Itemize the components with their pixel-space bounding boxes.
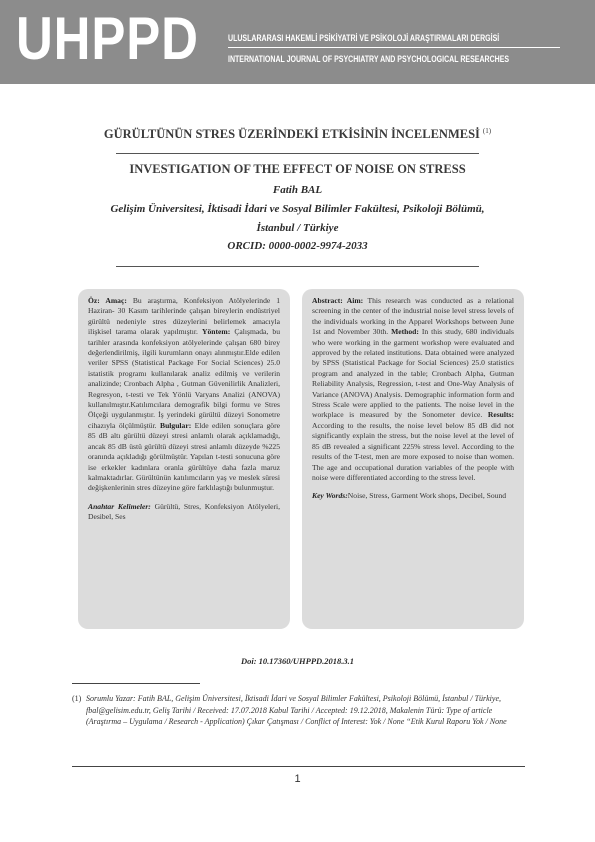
abstract-en-results: According to the results, the noise level below 85 dB did not significantly explain the stress, but the noise level at the level of 85 dB revealed a significant 225% stress level. According to the results of the T-test, men are more exposed to noise than women. The age and occupational duration variables of the people with noise were differentiated according to the stress level. bbox=[312, 420, 514, 482]
author-location: İstanbul / Türkiye bbox=[256, 222, 339, 234]
title-footnote-marker[interactable]: (1) bbox=[482, 127, 492, 135]
author-name: Fatih BAL bbox=[272, 184, 323, 196]
abstract-tr-aim: Bu araştırma, Konfeksiyon Atölyelerinde 1 Haziran- 30 Kasım tarihlerinde çalışan bireylerin endüstriyel gürültü nedeniyle stres düzeylerini belirlemek amacıyla ilişkisel tarama olarak yapılmıştır. bbox=[88, 296, 280, 337]
abstract-en-keywords-text: Noise, Stress, Garment Work shops, Decibel, Sound bbox=[347, 491, 507, 501]
abstract-en-keywords bbox=[312, 491, 514, 501]
footnote-marker: (1) bbox=[72, 694, 82, 703]
abstract-tr-method: Çalışmada, bu tarihler arasında konfeksiyon atölyelerinde çalışan 680 birey değerlendirilmiş, ilgili kurumların onayı alınmıştır.Elde edilen veriler SPSS (Statistical Package For Social Sciences) 25.0 istatistik programı kullanılarak analiz edilmiş ve verilerin analizinde; Cronbach Alpha , Gutman Güvenilirlik Analizleri, Regresyon, t-testi ve Tek Yönlü Varyans Analizi (ANOVA) kullanılmıştır.Katılımcılara demografik bilgi formu ve Stres Ölçeği uygulanmıştır. İş yerindeki gürültü düzeyi Sonometre cihazıyla ölçülmüştür. bbox=[88, 327, 281, 430]
page-number: 1 bbox=[294, 773, 301, 785]
header-divider bbox=[228, 47, 560, 48]
article-title-tr bbox=[0, 127, 595, 142]
abstract-tr-method-label: Yöntem: bbox=[202, 327, 231, 337]
author-affiliation: Gelişim Üniversitesi, İktisadi İdari ve Sosyal Bilimler Fakültesi, Psikoloji Bölümü, bbox=[110, 203, 485, 215]
abstract-tr-aim-label: Öz: Amaç: bbox=[88, 296, 127, 305]
journal-name-tr: ULUSLARARASI HAKEMLİ PSİKİYATRİ VE PSİKOLOJİ ARAŞTIRMALARI DERGİSİ bbox=[228, 33, 500, 43]
journal-logo: UHPPD bbox=[16, 5, 199, 72]
abstract-tr-results-label: Bulgular: bbox=[160, 420, 192, 430]
abstract-en-aim-label: Abstract: Aim: bbox=[312, 296, 364, 305]
footer-divider bbox=[72, 766, 525, 767]
title-divider bbox=[116, 153, 479, 154]
doi-link[interactable]: Doi: 10.17360/UHPPD.2018.3.1 bbox=[240, 656, 355, 666]
abstract-en-aim: This research was conducted as a relational screening in the center of the industrial noise level stress levels of the individuals working in the Apparel Workshops between June 1st and November 30th. bbox=[312, 296, 515, 337]
journal-header bbox=[0, 0, 595, 84]
header-bottom-divider bbox=[116, 266, 479, 267]
abstract-tr-results: Elde edilen sonuçlara göre 85 dB altı gürültü düzeyi stresi anlamlı olarak açıklamadığı, ancak 85 dB üstü gürültü düzeyi stresi anlamlı düzeyde %225 oranında açıkladığı görülmüştür. Yapılan t-testi sonucuna göre ise erkekler kadınlara oranla gürültüye daha fazla maruz kalmaktadırlar. Gürültünün katılımcıların yaş ve meslek süresi değişkenlerinin stres düzeyine göre farklılaştığı bulunmuştur. bbox=[88, 420, 280, 493]
article-title-tr-text: GÜRÜLTÜNÜN STRES ÜZERİNDEKİ ETKİSİNİN İNCELENMESİ bbox=[103, 127, 480, 142]
abstract-tr-keywords-text: Gürültü, Stres, Konfeksiyon Atölyeleri, Desibel, Ses bbox=[88, 501, 281, 522]
abstract-en-box bbox=[302, 289, 524, 629]
abstract-tr-keywords bbox=[88, 502, 280, 523]
footnote-divider bbox=[72, 683, 200, 684]
footnote-text: Sorumlu Yazar: Fatih BAL, Gelişim Üniversitesi, İktisadi İdari ve Sosyal Bilimler Fakültesi, Psikoloji Bölümü, İstanbul / Türkiye, fbal@gelisim.edu.tr, Geliş Tarihi / Received: 17.07.2018 Kabul Tarihi / Accepted: 19.12.2018, Makalenin Türü: Type of article (Araştırma – Uygulama / Research - Application) Çıkar Çatışması / Conflict of Interest: Yok / None “Etik Kurul Raporu Yok / None bbox=[86, 694, 507, 726]
abstract-tr-body bbox=[88, 296, 280, 494]
abstract-en-keywords-label: Key Words: bbox=[312, 491, 348, 501]
footnote bbox=[72, 693, 527, 728]
journal-name-en: INTERNATIONAL JOURNAL OF PSYCHIATRY AND PSYCHOLOGICAL RESEARCHES bbox=[228, 54, 510, 64]
abstract-en-body bbox=[312, 296, 514, 483]
abstract-en-results-label: Results: bbox=[487, 410, 514, 420]
abstract-tr-keywords-label: Anahtar Kelimeler: bbox=[88, 501, 151, 511]
abstract-en-method-label: Method: bbox=[391, 327, 419, 337]
abstract-en-method: In this study, 680 individuals who were working in the garment workshop were evaluated and approved by the related institutions. Data obtained were analyzed by SPSS (Statistical Package for Social Sciences) 25.0 statistics program and analyzed in the table; Cronbach Alpha, Gutman Reliability Analysis, Regression, t-test and One-Way Analysis of Variance (ANOVA) Analysis. Demographic information form and Stress Scale were applied to the patients. The noise level in the workplace is measured by the Sonometer device. bbox=[312, 327, 514, 420]
author-orcid: ORCID: 0000-0002-9974-2033 bbox=[227, 240, 368, 252]
article-title-en: INVESTIGATION OF THE EFFECT OF NOISE ON STRESS bbox=[129, 162, 466, 176]
abstract-tr-box bbox=[78, 289, 290, 629]
